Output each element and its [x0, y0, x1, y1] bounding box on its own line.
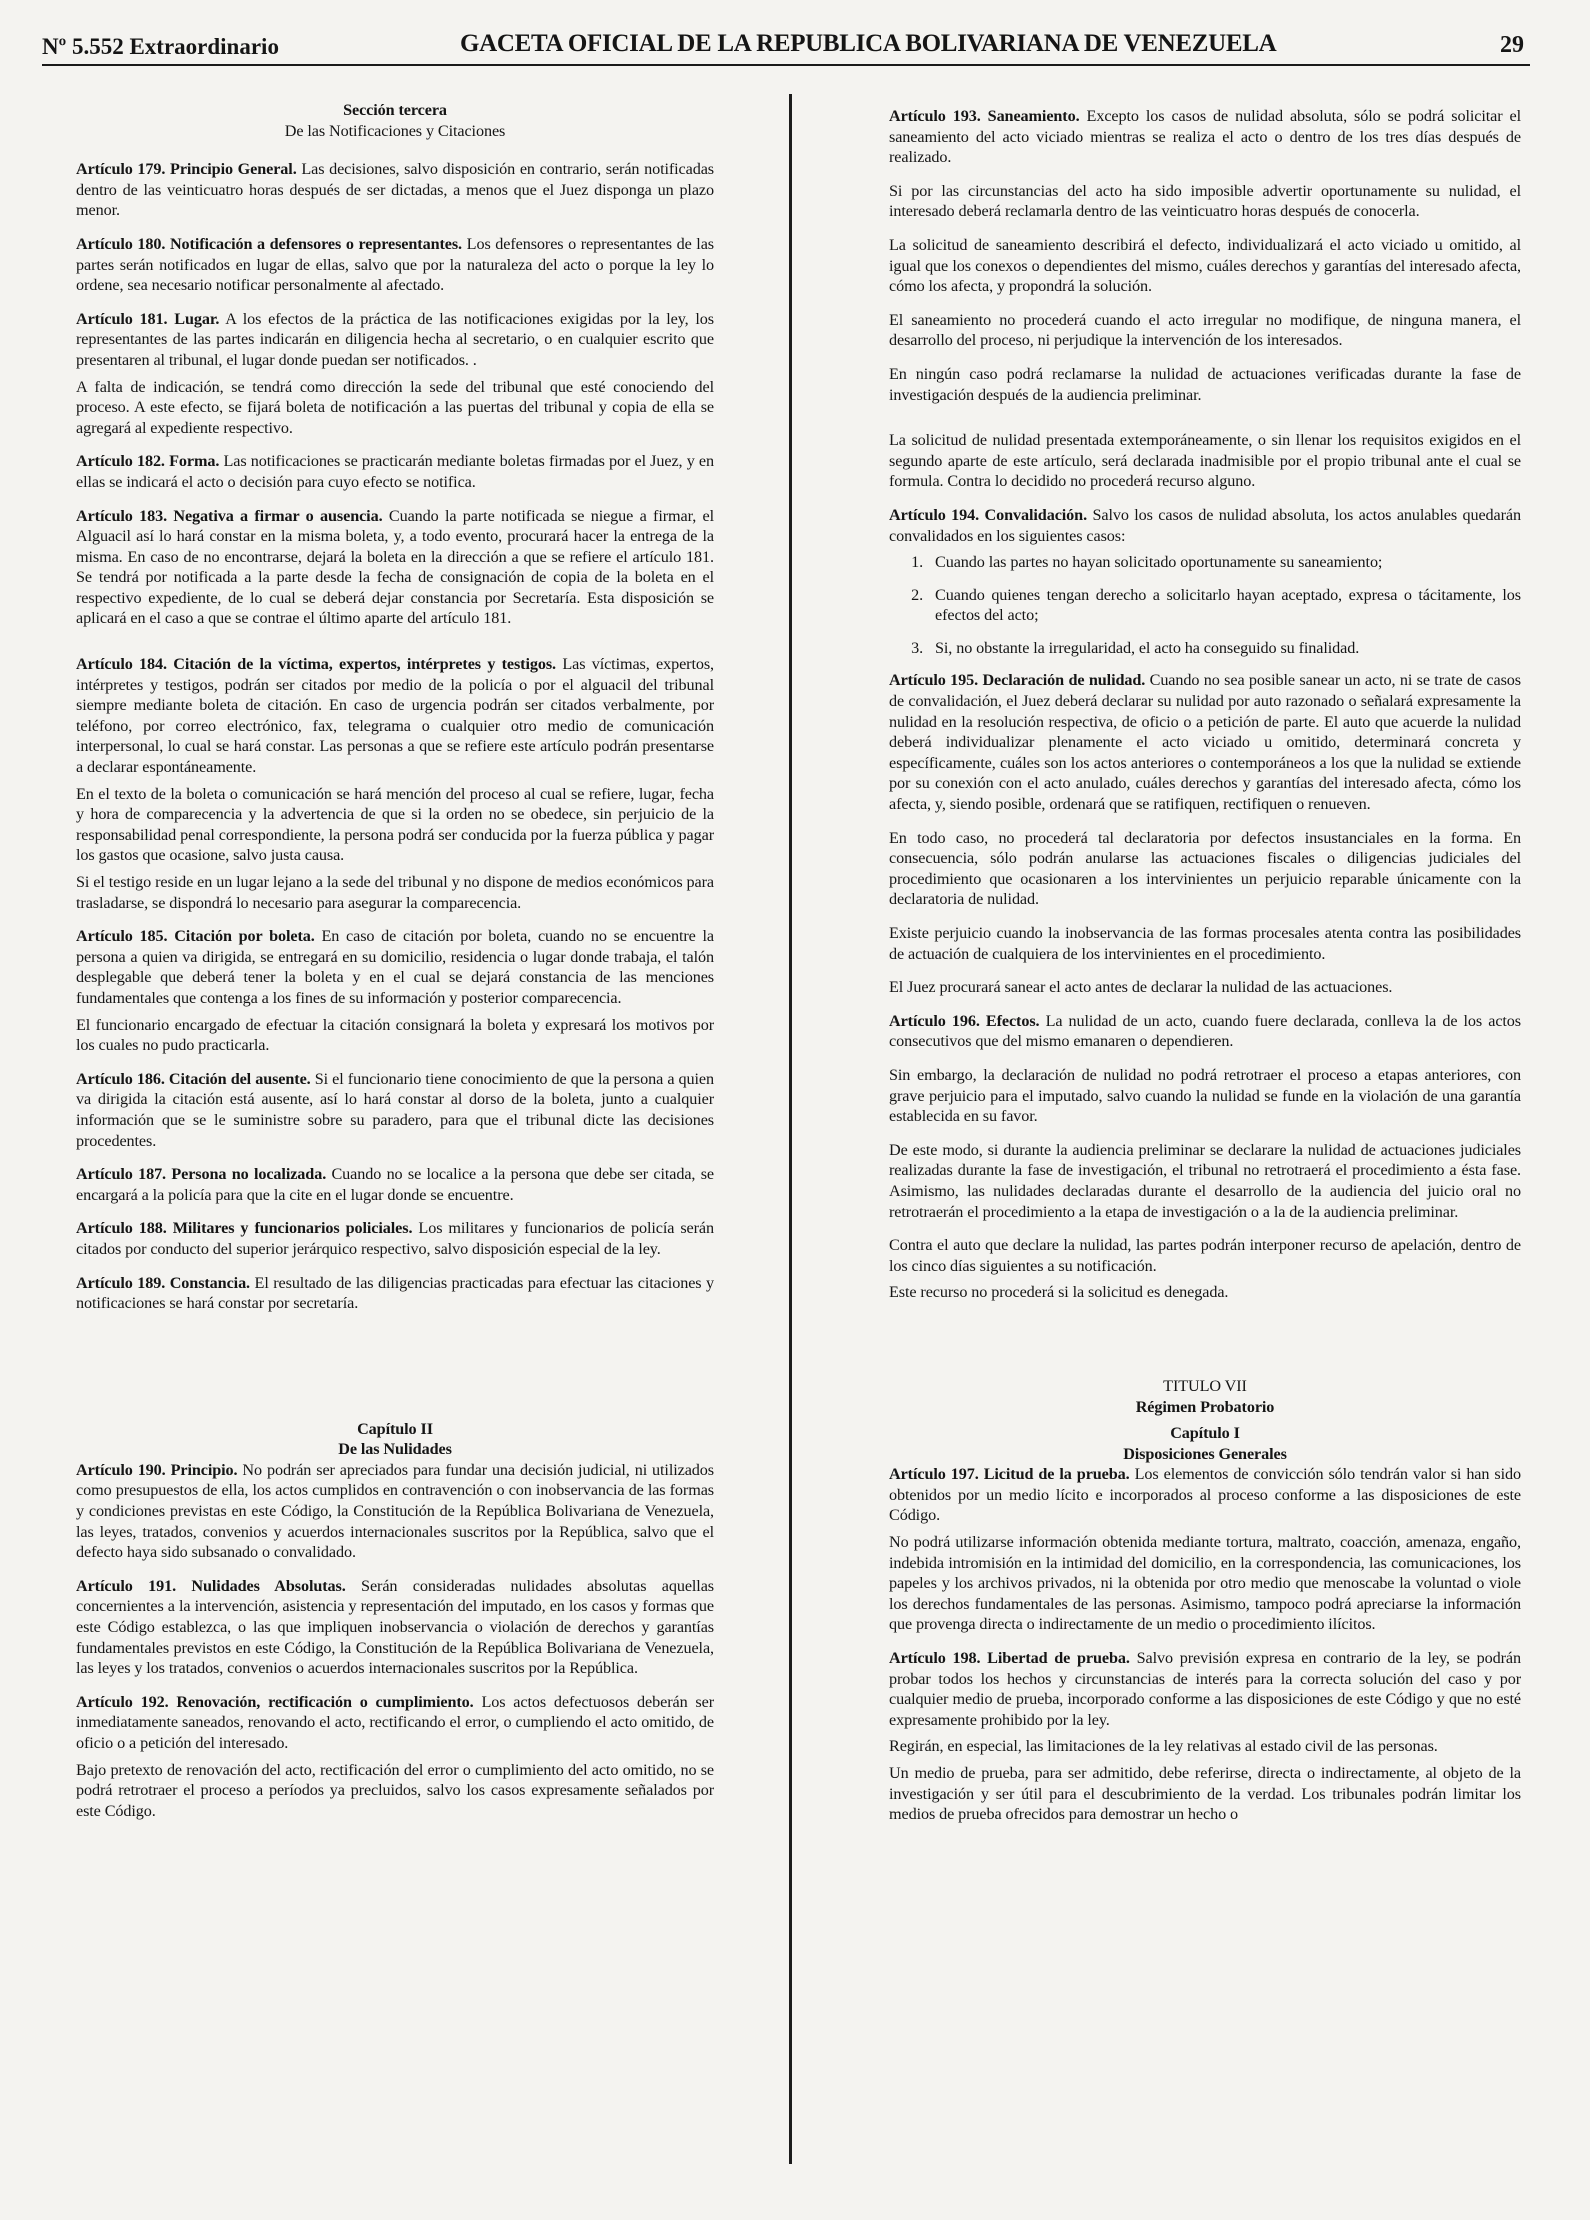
article-text: Cuando la parte notificada se niegue a firmar, el Alguacil así lo hará constar en la misma boleta, y, a todo evento, procurará hacer la entrega de la misma. En caso de no encontrarse, dejará la boleta en la dirección a que se refiere el artículo 181. Se tendrá por notificada a la parte desde la fecha de consignación de copia de la boleta en el respectivo expediente, de lo cual se deberá dejar constancia por Secretaría. Esta disposición se aplicará en el caso a que se contrae el último aparte del artículo 181. [76, 506, 714, 628]
title-number: TITULO VII [1163, 1376, 1247, 1395]
article-paragraph: De este modo, si durante la audiencia preliminar se declarare la nulidad de actuaciones judiciales realizadas durante la fase de investigación, el tribunal no retrotraerá el procedimiento a ésta fase. Asimismo, las nulidades declaradas durante el desarrollo de la audiencia del juicio oral no retrotraerán el procedimiento a la etapa de investigación o a la de la audiencia preliminar. [889, 1140, 1521, 1221]
article-paragraph: Si por las circunstancias del acto ha sido imposible advertir oportunamente su nulidad, el interesado deberá reclamarla dentro de las veinticuatro horas después de conocerla. [889, 181, 1521, 221]
article-191 [76, 1576, 714, 1679]
article-text: Las notificaciones se practicarán mediante boletas firmadas por el Juez, y en ellas se indicará el acto o decisión para cuyo efecto se notifica. [76, 452, 714, 491]
gazette-title: GACETA OFICIAL DE LA REPUBLICA BOLIVARIANA DE VENEZUELA [460, 30, 1277, 57]
article-heading: Artículo 183. Negativa a firmar o ausencia. [76, 506, 383, 525]
article-187 [76, 1164, 714, 1205]
article-heading: Artículo 188. Militares y funcionarios policiales. [76, 1219, 413, 1238]
article-text: Los militares y funcionarios de policía serán citados por conducto del superior jerárquico respectivo, salvo disposición especial de la ley. [76, 1219, 715, 1258]
article-heading: Artículo 193. Saneamiento. [889, 107, 1080, 125]
article-paragraph: La solicitud de nulidad presentada extemporáneamente, o sin llenar los requisitos exigidos en el segundo aparte de este artículo, será declarada inadmisible por el propio tribunal ante el cual se formula. Contra lo decidido no procederá recurso alguno. [889, 431, 1521, 491]
article-182 [76, 451, 714, 492]
article-188 [76, 1218, 714, 1259]
left-column [76, 100, 714, 1834]
title-subtitle: Régimen Probatorio [1135, 1397, 1275, 1416]
article-heading: Artículo 191. Nulidades Absolutas. [76, 1576, 346, 1595]
section-subtitle: De las Notificaciones y Citaciones [284, 121, 506, 140]
list-item: 2. Cuando quienes tengan derecho a solicitarlo hayan aceptado, expresa o tácitamente, los efectos del acto; [927, 585, 1521, 626]
article-heading: Artículo 195. Declaración de nulidad. [889, 671, 1146, 690]
article-paragraph: A falta de indicación, se tendrá como dirección la sede del tribunal que esté conociendo del proceso. A este efecto, se fijará boleta de notificación a las puertas del tribunal y copia de ella se agregará al expediente respectivo. [76, 377, 714, 437]
article-paragraph: El funcionario encargado de efectuar la citación consignará la boleta y expresará los motivos por los cuales no pudo practicarla. [76, 1015, 714, 1055]
article-paragraph: Existe perjuicio cuando la inobservancia de las formas procesales atenta contra las posibilidades de actuación de cualquiera de los intervinientes en el procedimiento. [889, 924, 1521, 963]
article-185 [76, 926, 714, 1008]
article-text: Cuando no se localice a la persona que debe ser citada, se encargará a la policía para que la cite en el lugar donde se encuentre. [76, 1165, 714, 1204]
article-paragraph: Sin embargo, la declaración de nulidad no podrá retrotraer el proceso a etapas anteriores, con grave perjuicio para el imputado, salvo cuando la nulidad se funde en la violación de una garantía establecida en su favor. [889, 1065, 1521, 1126]
article-text: Salvo previsión expresa en contrario de la ley, se podrán probar todos los hechos y circunstancias de interés para la correcta solución del caso y por cualquier medio de prueba, incorporado conforme a las disposiciones de este Código y que no esté expresamente prohibido por la ley. [889, 1649, 1521, 1729]
article-paragraph: Bajo pretexto de renovación del acto, rectificación del error o cumplimiento del acto omitido, no se podrá retrotraer el proceso a períodos ya precluidos, salvo los casos expresamente señalados por este Código. [76, 1760, 714, 1820]
article-text: El resultado de las diligencias practicadas para efectuar las citaciones y notificaciones se hará constar por secretaría. [76, 1273, 714, 1313]
article-paragraph: Este recurso no procederá si la solicitud es denegada. [889, 1283, 1229, 1302]
article-paragraph: Un medio de prueba, para ser admitido, debe referirse, directa o indirectamente, al objeto de la investigación y ser útil para el descubrimiento de la verdad. Los tribunales podrán limitar los medios de prueba ofrecidos para demostrar un hecho o [889, 1764, 1521, 1824]
article-text: Las víctimas, expertos, intérpretes y testigos, podrán ser citados por medio de la policía o por el alguacil del tribunal siempre mediante boleta de citación. En caso de urgencia podrán ser citados verbalmente, por teléfono, por correo electrónico, fax, telegrama o cualquier otro medio de comunicación interpersonal, lo cual se hará constar. Las personas a que se refiere este artículo podrán presentarse a declarar espontáneamente. [76, 655, 714, 777]
article-heading: Artículo 182. Forma. [76, 452, 220, 471]
article-186 [76, 1069, 714, 1151]
article-text: Los elementos de convicción sólo tendrán valor si han sido obtenidos por un medio lícito e incorporados al proceso conforme a las disposiciones de este Código. [889, 1465, 1521, 1525]
article-paragraph: La solicitud de saneamiento describirá el defecto, individualizará el acto viciado u omitido, al igual que los conexos o dependientes del mismo, cuáles derechos y garantías del interesado afecta, cómo los afecta, y propondrá la solución. [889, 235, 1521, 296]
article-text: Salvo los casos de nulidad absoluta, los actos anulables quedarán convalidados en los siguientes casos: [889, 505, 1521, 545]
section-title: Sección tercera [343, 101, 447, 119]
article-heading: Artículo 185. Citación por boleta. [76, 927, 315, 946]
article-195 [889, 670, 1521, 814]
article-paragraph: No podrá utilizarse información obtenida mediante tortura, maltrato, coacción, amenaza, engaño, indebida intromisión en la intimidad del domicilio, en la correspondencia, las comunicaciones, los papeles y los archivos privados, ni la obtenida por otro medio que menoscabe la voluntad o viole los derechos fundamentales de las personas. Asimismo, tampoco podrá apreciarse la información que provenga directa o indirectamente de un medio o procedimiento ilícitos. [889, 1533, 1521, 1634]
article-heading: Artículo 197. Licitud de la prueba. [889, 1465, 1130, 1484]
article-text: Las decisiones, salvo disposición en contrario, serán notificadas dentro de las veinticuatro horas después de ser dictadas, a menos que el Juez disponga un plazo menor. [76, 160, 714, 220]
article-heading: Artículo 192. Renovación, rectificación o cumplimiento. [76, 1692, 474, 1711]
article-text: No podrán ser apreciados para fundar una decisión judicial, ni utilizados como presupuestos de ella, los actos cumplidos en contravención o con inobservancia de las formas y condiciones previstas en este Código, la Constitución de la República Bolivariana de Venezuela, las leyes, tratados, convenios y acuerdos internacionales suscritos por la República, salvo que el defecto haya sido subsanado o convalidado. [76, 1460, 714, 1562]
article-paragraph: Regirán, en especial, las limitaciones de la ley relativas al estado civil de las personas. [889, 1737, 1438, 1756]
section-heading [76, 100, 714, 141]
article-heading: Artículo 187. Persona no localizada. [76, 1165, 327, 1184]
article-heading: Artículo 194. Convalidación. [889, 505, 1088, 524]
article-190 [76, 1460, 714, 1563]
article-text: Si el funcionario tiene conocimiento de que la persona a quien va dirigida la citación está ausente, así lo hará constar al dorso de la boleta, junto a cualquier información que se le suministre sobre su paradero, para que el tribunal dicte las decisiones procedentes. [76, 1069, 714, 1150]
article-text: Cuando no sea posible sanear un acto, ni se trate de casos de convalidación, el Juez deberá declarar su nulidad por auto razonado o señalará expresamente la nulidad en la resolución respectiva, de oficio o a petición de parte. El auto que acuerde la nulidad deberá individualizar plenamente el acto viciado u omitido, determinará concreta y específicamente, cuáles son los actos anteriores o contemporáneos a los que la nulidad se extiende por su conexión con el acto anulado, cuáles derechos y garantías del interesado afecta, cómo los afecta, y, siendo posible, ordenará que se ratifiquen, rectifiquen o renueven. [889, 671, 1521, 814]
article-text: A los efectos de la práctica de las notificaciones exigidas por la ley, los representantes de las partes indicarán en diligencia hecha al secretario, o en cualquier escrito que presentaren al tribunal, el lugar donde puedan ser notificados. . [76, 309, 714, 369]
article-heading: Artículo 190. Principio. [76, 1460, 238, 1479]
chapter-heading [889, 1423, 1521, 1464]
article-paragraph: El Juez procurará sanear el acto antes de declarar la nulidad de las actuaciones. [889, 978, 1393, 997]
issue-number: Nº 5.552 Extraordinario [42, 34, 279, 59]
article-heading: Artículo 180. Notificación a defensores o representantes. [76, 234, 463, 253]
article-179 [76, 159, 714, 221]
article-181 [76, 309, 714, 371]
article-heading: Artículo 189. Constancia. [76, 1273, 251, 1292]
page-header [42, 30, 1530, 66]
article-196 [889, 1011, 1521, 1052]
article-heading: Artículo 186. Citación del ausente. [76, 1069, 311, 1088]
article-text: Excepto los casos de nulidad absoluta, sólo se podrá solicitar el saneamiento del acto viciado mientras se realiza el acto o dentro de los tres días después de realizado. [889, 107, 1521, 167]
article-heading: Artículo 184. Citación de la víctima, expertos, intérpretes y testigos. [76, 655, 557, 674]
article-paragraph: En el texto de la boleta o comunicación se hará mención del proceso al cual se refiere, lugar, fecha y hora de comparecencia y la advertencia de que si la orden no se obedece, sin perjuicio de la responsabilidad penal correspondiente, la persona podrá ser conducida por la fuerza pública y pagar los gastos que ocasione, salvo justa causa. [76, 784, 714, 865]
article-paragraph: En ningún caso podrá reclamarse la nulidad de actuaciones verificadas durante la fase de investigación después de la audiencia preliminar. [889, 364, 1521, 404]
article-paragraph: Contra el auto que declare la nulidad, las partes podrán interponer recurso de apelación, dentro de los cinco días siguientes a su notificación. [889, 1236, 1521, 1275]
chapter-title: Capítulo II [357, 1419, 433, 1438]
column-divider [789, 94, 792, 2164]
article-text: En caso de citación por boleta, cuando no se encuentre la persona a quien va dirigida, se entregará en su domicilio, residencia o lugar donde trabaja, el talón desplegable que deberá tener la boleta y en el cual se dejará constancia de las menciones fundamentales que contenga a los fines de su información y posterior comparecencia. [76, 927, 714, 1007]
article-paragraph: En todo caso, no procederá tal declaratoria por defectos insustanciales en la forma. En consecuencia, sólo podrán anularse las actuaciones fiscales o diligencias judiciales del procedimiento que ocasionaren a los intervinientes un perjuicio reparable únicamente con la declaratoria de nulidad. [889, 828, 1521, 909]
list-item: 1. Cuando las partes no hayan solicitado oportunamente su saneamiento; [927, 552, 1521, 573]
chapter-subtitle: Disposiciones Generales [1123, 1444, 1287, 1463]
article-text: La nulidad de un acto, cuando fuere declarada, conlleva la de los actos consecutivos que del mismo emanaren o dependieren. [889, 1011, 1521, 1051]
article-heading: Artículo 179. Principio General. [76, 160, 297, 179]
article-heading: Artículo 181. Lugar. [76, 309, 220, 328]
title-heading [889, 1376, 1521, 1417]
page-number: 29 [1500, 32, 1524, 58]
article-198 [889, 1648, 1521, 1730]
chapter-heading [76, 1419, 714, 1460]
article-180 [76, 234, 714, 296]
article-text: Los defensores o representantes de las partes serán notificados en lugar de ellas, salvo que por la naturaleza del acto o porque la ley lo ordene, sea necesario notificar personalmente al afectado. [76, 234, 714, 295]
article-184 [76, 654, 714, 778]
right-column [889, 106, 1521, 1838]
article-189 [76, 1273, 714, 1314]
article-heading: Artículo 196. Efectos. [889, 1011, 1040, 1030]
article-183 [76, 506, 714, 630]
article-text: Los actos defectuosos deberán ser inmediatamente saneados, renovando el acto, rectificando el error, o cumpliendo el acto omitido, de oficio o a petición del interesado. [76, 1692, 714, 1752]
article-194 [889, 505, 1521, 546]
article-paragraph: Si el testigo reside en un lugar lejano a la sede del tribunal y no dispone de medios económicos para trasladarse, se dispondrá lo necesario para asegurar la comparecencia. [76, 873, 714, 912]
article-paragraph: El saneamiento no procederá cuando el acto irregular no modifique, de ninguna manera, el desarrollo del proceso, ni perjudique la intervención de los interesados. [889, 310, 1521, 350]
convalidation-list [889, 552, 1521, 658]
list-item: 3. Si, no obstante la irregularidad, el acto ha conseguido su finalidad. [927, 638, 1521, 659]
article-heading: Artículo 198. Libertad de prueba. [889, 1649, 1130, 1668]
chapter-title: Capítulo I [1170, 1424, 1240, 1443]
article-192 [76, 1692, 714, 1754]
chapter-subtitle: De las Nulidades [338, 1440, 452, 1459]
article-197 [889, 1464, 1521, 1526]
article-text: Serán consideradas nulidades absolutas aquellas concernientes a la intervención, asistencia y representación del imputado, en los casos y formas que este Código establezca, o las que impliquen inobservancia o violación de derechos y garantías fundamentales previstos en este Código, la Constitución de la República Bolivariana de Venezuela, las leyes y los tratados, convenios o acuerdos internacionales suscritos por la República. [76, 1576, 714, 1678]
article-193 [889, 106, 1521, 168]
